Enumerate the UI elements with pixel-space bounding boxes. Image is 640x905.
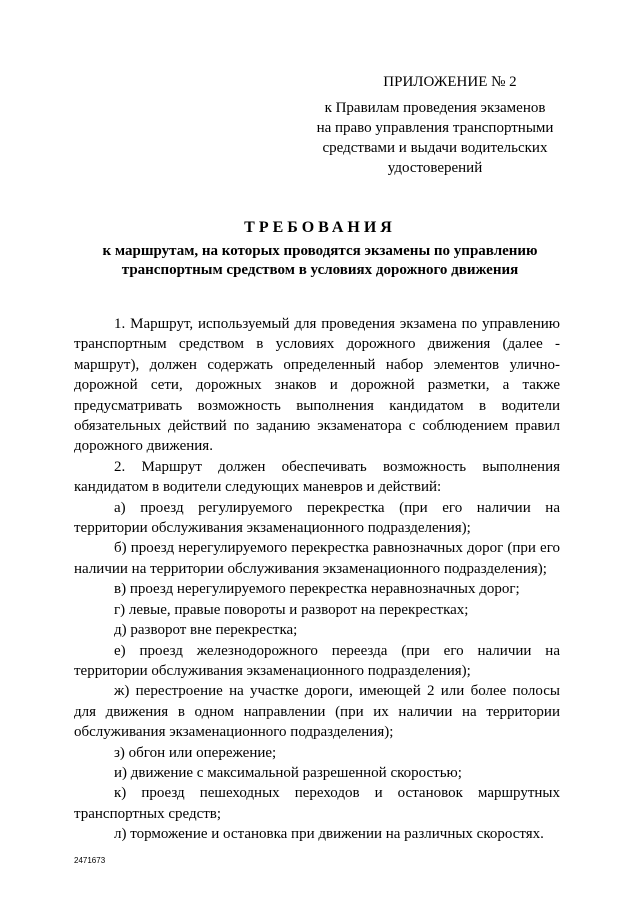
document-subtitle <box>80 242 560 280</box>
paragraph: 2. Маршрут должен обеспечивать возможность выполнения кандидатом в водители следующих маневров и действий: <box>74 458 560 496</box>
appendix-line: средствами и выдачи водительских <box>322 140 548 156</box>
list-item: а) проезд регулируемого перекрестка (при его наличии на территории обслуживания экзаменационного подразделения); <box>74 499 560 537</box>
appendix-line: к Правилам проведения экзаменов <box>324 100 546 116</box>
subtitle-line: транспортным средством в условиях дорожного движения <box>121 262 519 278</box>
document-code: 2471673 <box>74 856 106 865</box>
appendix-line: удостоверений <box>387 160 483 176</box>
appendix-line: на право управления транспортными <box>316 120 554 136</box>
list-item: в) проезд нерегулируемого перекрестка неравнозначных дорог; <box>114 581 520 598</box>
list-item: з) обгон или опережение; <box>114 744 277 761</box>
appendix-number: ПРИЛОЖЕНИЕ № 2 <box>383 74 517 90</box>
document-body <box>74 314 560 845</box>
subtitle-line: к маршрутам, на которых проводятся экзамены по управлению <box>102 243 538 259</box>
list-item: е) проезд железнодорожного переезда (при его наличии на территории обслуживания экзаменационного подразделения); <box>74 642 560 679</box>
list-item: д) разворот вне перекрестка; <box>114 622 298 639</box>
list-item: г) левые, правые повороты и разворот на перекрестках; <box>114 601 469 618</box>
list-item: ж) перестроение на участке дороги, имеющей 2 или более полосы для движения в одном направлении (при их наличии на территории обслуживания экзаменационного подразделения); <box>74 683 560 741</box>
appendix-header <box>300 72 570 178</box>
document-title: ТРЕБОВАНИЯ <box>244 219 396 236</box>
list-item: б) проезд нерегулируемого перекрестка равнозначных дорог (при его наличии на территории обслуживания экзаменационного подразделения); <box>74 540 560 577</box>
paragraph: 1. Маршрут, используемый для проведения экзамена по управлению транспортным средством в условиях дорожного движения (далее - маршрут), должен содержать определенный набор элементов улично-дорожной сети, дорожных знаков и дорожной разметки, а также предусматривать возможность выполнения кандидатом в водители обязательных действий по заданию экзаменатора с соблюдением правил дорожного движения. <box>74 316 560 455</box>
list-item: л) торможение и остановка при движении на различных скоростях. <box>114 826 544 843</box>
list-item: к) проезд пешеходных переходов и остановок маршрутных транспортных средств; <box>74 785 560 822</box>
list-item: и) движение с максимальной разрешенной скоростью; <box>114 764 462 781</box>
